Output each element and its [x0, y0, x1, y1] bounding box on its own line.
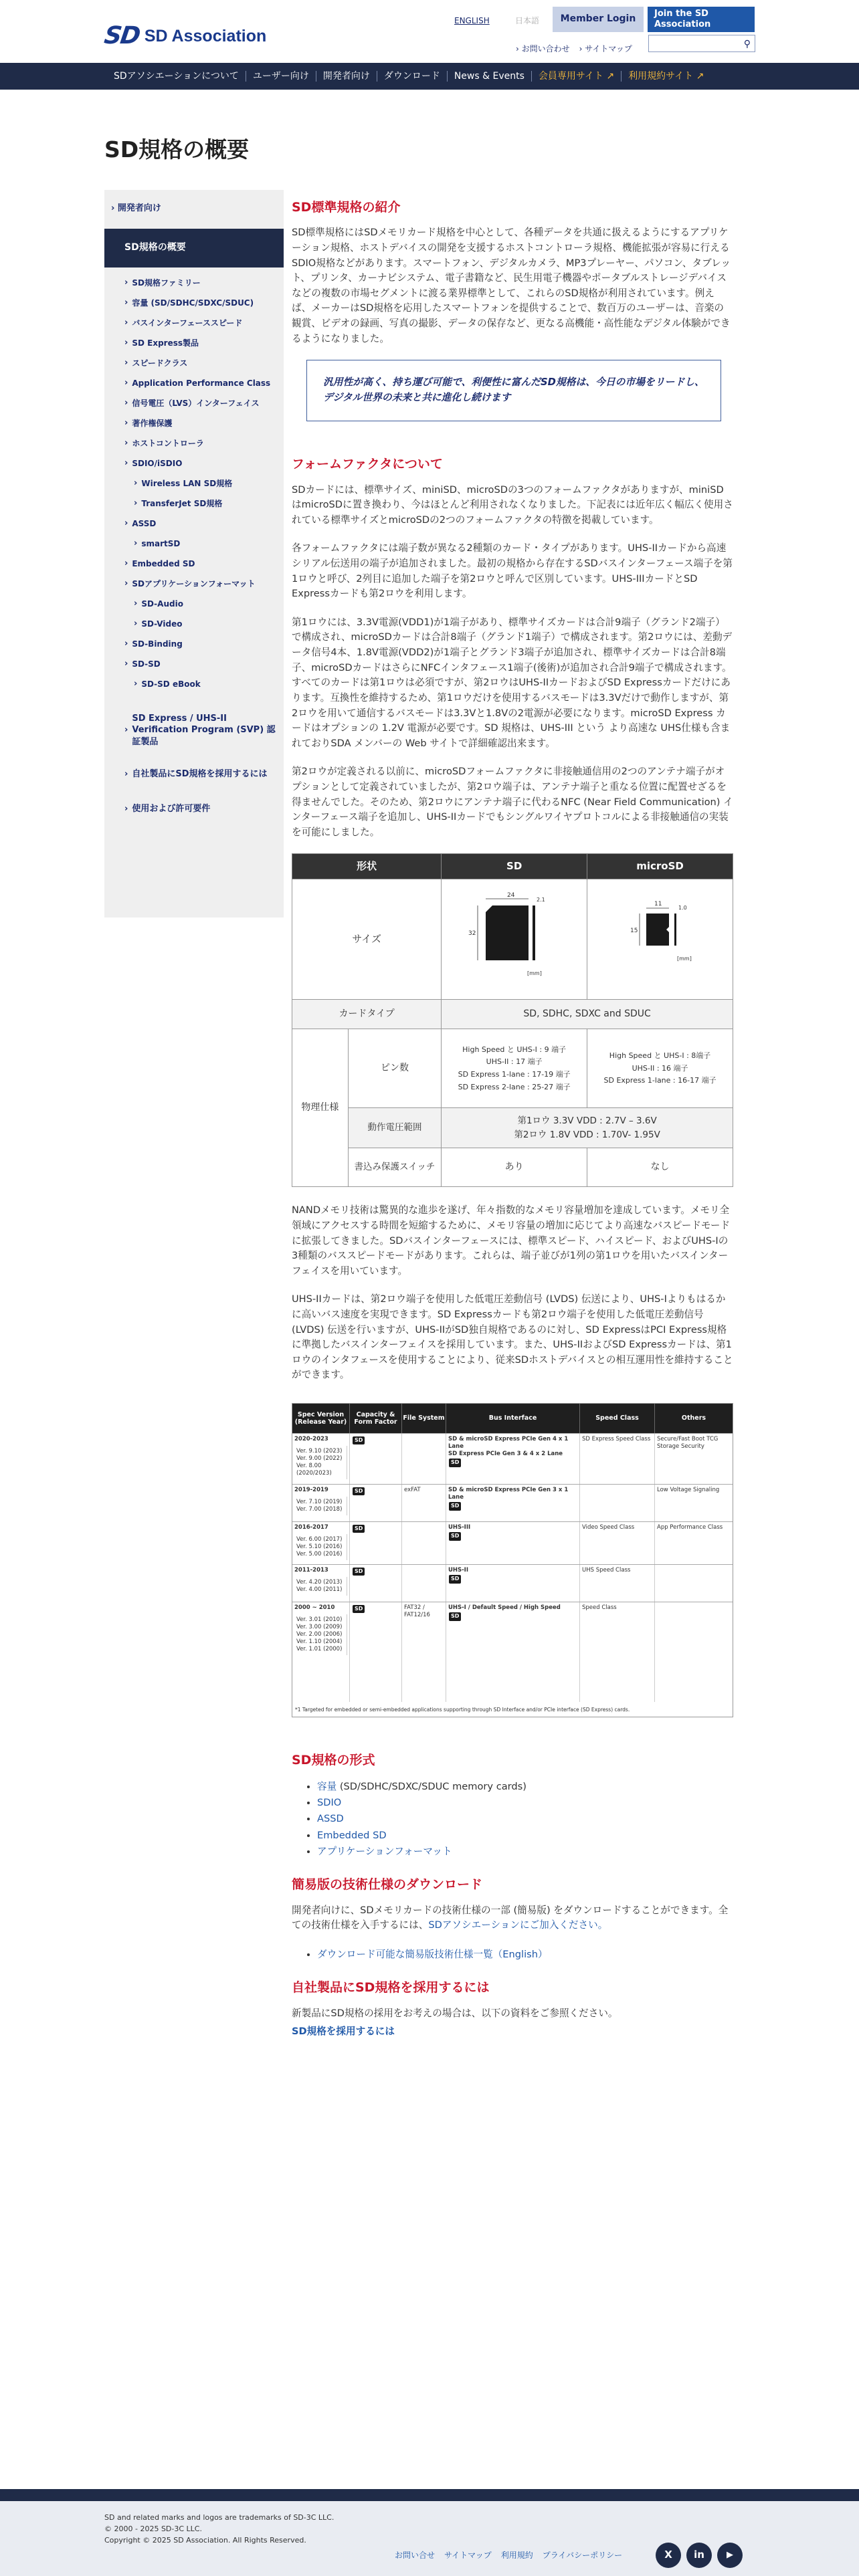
footer-links — [395, 2549, 622, 2562]
download-text: 開発者向けに、SDメモリカードの技術仕様の一部 (簡易版) をダウンロードすることができます。全ての技術仕様を入手するには、 — [292, 1904, 729, 1931]
sd-pins-line: High Speed と UHS-I : 9 端子 — [462, 1045, 567, 1054]
matrix-speed: Speed Class — [582, 1604, 617, 1612]
main-nav — [0, 63, 859, 90]
member-login-button[interactable]: Member Login — [553, 7, 644, 32]
matrix-filesystem: FAT32 / FAT12/16 — [404, 1604, 430, 1619]
micro-unit-label: [mm] — [676, 956, 692, 962]
embedded-sd-link[interactable]: Embedded SD — [317, 1829, 387, 1841]
micro-width-label: 11 — [654, 901, 662, 908]
youtube-social-icon[interactable]: ▶ — [717, 2543, 743, 2568]
matrix-others: App Performance Class — [657, 1524, 723, 1531]
sd-logo-mark: SD — [353, 1487, 365, 1495]
sidebar-item[interactable]: › Wireless LAN SD規格 — [104, 473, 284, 494]
write-protect-micro: なし — [587, 1148, 733, 1187]
sidebar-item[interactable]: › バスインターフェーススピード — [104, 313, 284, 333]
matrix-cell — [292, 1565, 350, 1602]
logo-mark: SD — [102, 22, 141, 49]
matrix-cell — [402, 1565, 446, 1602]
intro-paragraph: SD標準規格にはSDメモリカード規格を中心として、各種データを共通に扱えるようにするアプリケーション規格、ホストデバイスの開発を支援するホストコントローラ規格、機能拡張が容易に行えるSDIO規格などがあります。スマートフォン、デジタルカメラ、MP3プレーヤー、パソコン、タブレット、プリンタ、カーナビシステム、電子書籍など、民生用電子機器やポータブルストレージデバイスなどの複数の市場セグメントに渡る業界標準として、これらのSD規格が利用されています。例えば、メーカーはSD規格を応用したスマートフォンを提供することで、数百万のユーザーは、音楽の観賞、ビデオの録画、写真の撮影、データの保存など、更なる高機能・高性能なデジタル体験ができるようになりました。 — [292, 227, 731, 344]
table-header-sd: SD — [442, 854, 587, 879]
footer-legal — [104, 2512, 334, 2546]
matrix-era: 2016-2017 — [294, 1524, 328, 1531]
matrix-versions: Ver. 6.00 (2017) Ver. 5.10 (2016) Ver. 5.00 (2016) — [294, 1534, 347, 1560]
sd-card-drawing — [451, 887, 578, 987]
matrix-cell — [580, 1565, 655, 1602]
sd-card-diagram — [442, 879, 587, 1000]
voltage-line: 第1ロウ 3.3V VDD : 2.7V – 3.6V — [517, 1115, 657, 1126]
sd-logo-mark: SD — [353, 1525, 365, 1533]
table-header-type: 形状 — [292, 854, 442, 879]
microsd-card-diagram — [587, 879, 733, 1000]
section-title-form-factor: フォームファクタについて — [292, 457, 443, 472]
sidebar-item[interactable]: › ホストコントローラ — [104, 433, 284, 453]
matrix-era: 2020-2023 — [294, 1436, 328, 1443]
list-item — [317, 1947, 733, 1962]
nav-users[interactable]: ユーザー向け — [246, 71, 316, 82]
sd-pins-line: SD Express 1-lane : 17-19 端子 — [458, 1069, 571, 1079]
micro-height-label: 15 — [630, 928, 638, 935]
sidebar-item[interactable]: › smartSD — [104, 534, 284, 554]
matrix-bus: SD & microSD Express PCIe Gen 4 x 1 Lane SD Express PCIe Gen 3 & 4 x 2 Lane — [448, 1436, 569, 1458]
matrix-speed: SD Express Speed Class — [582, 1436, 651, 1443]
sidebar-item[interactable]: › SDIO/iSDIO — [104, 453, 284, 473]
physical-spec-label: 物理仕様 — [292, 1029, 349, 1187]
matrix-row — [292, 1433, 733, 1484]
form-factor-paragraph-3: 第1ロウには、3.3V電源(VDD1)が1端子があり、標準サイズカードは合計9端子（グランド2端子）で構成され、microSDカードは合計8端子（グランド1端子）で構成されます。第2ロウには、差動データ信号4本、1.8V電源(VDD2)が1端子とグランド3端子が追加され、標準サイズカードは合計8端子、microSDカードはさらにNFCインタフェース1端子(後術)が追加され合計9端子で構成されます。すべてのカードは第1ロウは必須ですが、第2ロウはUHS-IIカードおよびSD Expressカードだけにあります。互換性を維持するため、第1ロウだけを使用するバスモードは3.3Vだけで動作しますが、第2ロウを用いて通信するバスモードは3.3Vと1.8Vの2電源が必要になります。microSD Express カードはオプションの 1.2V 電源が必要です。SD 規格は、UHS-III という より高速な UHS仕様も含まれておりSDA メンバーの Web サイトで詳細確認出来ます。 — [292, 616, 733, 749]
matrix-bus: SD & microSD Express PCIe Gen 3 x 1 Lane — [448, 1487, 569, 1501]
page-title: SD規格の概要 — [104, 136, 250, 163]
bus-logo-mark: SD — [449, 1575, 461, 1583]
micro-pins-line: UHS-II : 16 端子 — [632, 1063, 688, 1073]
bus-logo-mark: SD — [449, 1459, 461, 1467]
matrix-versions: Ver. 4.20 (2013) Ver. 4.00 (2011) — [294, 1577, 347, 1596]
matrix-row — [292, 1484, 733, 1521]
matrix-cell — [446, 1434, 580, 1484]
matrix-header-filesystem: File System — [402, 1404, 446, 1433]
sd-pins-line: SD Express 2-lane : 25-27 端子 — [458, 1082, 571, 1091]
adopt-link[interactable]: SD規格を採用するには — [292, 2026, 395, 2038]
site-header — [0, 0, 859, 63]
voltage-line: 第2ロウ 1.8V VDD : 1.70V- 1.95V — [514, 1129, 660, 1140]
sd-logo-mark: SD — [353, 1605, 365, 1613]
matrix-cell — [292, 1434, 350, 1484]
voltage-label: 動作電圧範囲 — [348, 1108, 441, 1148]
sidebar-item[interactable]: › Application Performance Class — [104, 373, 284, 393]
section-title-intro: SD標準規格の紹介 — [292, 200, 401, 215]
voltage-value-cell — [442, 1108, 733, 1148]
matrix-cell — [580, 1522, 655, 1564]
matrix-versions: Ver. 9.10 (2023) Ver. 9.00 (2022) Ver. 8.00 (2020/2023) — [294, 1446, 347, 1479]
matrix-cell — [580, 1434, 655, 1484]
matrix-bus: UHS-III — [448, 1524, 471, 1531]
simplified-spec-link[interactable]: ダウンロード可能な簡易版技術仕様一覧（English） — [317, 1948, 548, 1960]
join-button[interactable]: Join the SD Association — [648, 7, 755, 32]
bus-logo-mark: SD — [449, 1612, 461, 1620]
search-icon[interactable]: ⚲ — [743, 39, 751, 49]
matrix-era: 2000 ~ 2010 — [294, 1604, 335, 1612]
nand-paragraph: NANDメモリ技術は驚異的な進歩を遂げ、年々指数的なメモリ容量増加を達成しています。メモリ全領域にアクセスする時間を短縮するために、メモリ容量の増加に応じてより高速なバスピードモードに拡張してきました。SDバスインターフェースには、標準スピード、ハイスピード、およびUHS-Iの3種類のバススピードモードがあります。これらは、端子並びが1列の第1ロウを用いたバスインターフェイスを用いています。 — [292, 1204, 731, 1277]
matrix-era: 2019-2019 — [294, 1487, 328, 1494]
main-content — [292, 190, 733, 2040]
sidebar-item[interactable]: › SD-SD — [104, 654, 284, 674]
chevron-right-icon: › — [111, 203, 118, 213]
utility-links — [516, 43, 632, 56]
matrix-cell — [655, 1434, 733, 1484]
nav-developers[interactable]: 開発者向け — [316, 71, 377, 82]
table-header-microsd: microSD — [587, 854, 733, 879]
sd-logo-mark: SD — [353, 1436, 365, 1444]
matrix-row — [292, 1521, 733, 1564]
matrix-cell — [655, 1565, 733, 1602]
matrix-speed: UHS Speed Class — [582, 1567, 631, 1574]
sidebar-item-adopt[interactable]: › 自社製品にSD規格を採用するには — [104, 761, 284, 788]
matrix-row — [292, 1564, 733, 1602]
form-factor-table — [292, 853, 733, 1187]
callout-box: 汎用性が高く、持ち運び可能で、利便性に富んだSD規格は、今日の市場をリードし、デジタル世界の未来と共に進化し続けます — [306, 360, 721, 421]
download-list — [317, 1947, 733, 1962]
sd-unit-label: [mm] — [527, 970, 542, 977]
sidebar-item[interactable]: › SD-Video — [104, 614, 284, 634]
search-input[interactable] — [648, 35, 755, 52]
uhs-ii-paragraph: UHS-IIカードは、第2ロウ端子を使用した低電圧差動信号 (LVDS) 伝送により、UHS-Iよりもはるかに高いバス速度を実現できます。SD Expressカードも第2ロウ端子を使用した低電圧差動信号 (LVDS) 伝送を行いますが、UHS-IIがSD独自規格であるのに対し、SD ExpressはPCI Express規格に準拠したバスインターフェイスを採用しています。また、UHS-IIおよびSD Expressカードは、第1ロウのインタフェースを使用することにより、従来SDホストデバイスとの相互運用性を維持することができます。 — [292, 1293, 733, 1381]
form-factor-paragraph-1: SDカードには、標準サイズ、miniSD、microSDの3つのフォームファクタがありますが、miniSDはmicroSDに置き換わり、今はほとんど利用されなくなりました。下記表には近年広く幅広く使用されている標準サイズとmicroSDの2つのフォームファクタの特徴を掲載しています。 — [292, 484, 733, 526]
matrix-cell — [446, 1602, 580, 1702]
sidebar-item-terms[interactable]: › 使用および許可要件 — [104, 797, 284, 821]
form-factor-paragraph-2: 各フォームファクタには端子数が異なる2種類のカード・タイプがあります。UHS-IIカードから高速シリアル伝送用の端子が追加されました。最初の規格から存在するSDバスインターフェース端子を第1ロウと呼び、2列目に追加した端子を第2ロウと呼んで区別しています。UHS-IIIカードとSD Expressカードも第2ロウを利用します。 — [292, 542, 733, 600]
sidebar-item-developers[interactable] — [104, 190, 284, 227]
contact-link[interactable]: › お問い合わせ — [516, 44, 570, 53]
matrix-others: Secure/Fast Boot TCG Storage Security — [657, 1436, 719, 1451]
sidebar — [104, 190, 284, 918]
matrix-cell — [402, 1434, 446, 1484]
matrix-row — [292, 1602, 733, 1702]
matrix-header-row — [292, 1404, 733, 1433]
micro-pins-line: High Speed と UHS-I : 8端子 — [609, 1051, 711, 1060]
matrix-cell — [446, 1522, 580, 1564]
list-item — [317, 1779, 733, 1794]
sidebar-item-active[interactable]: SD規格の概要 — [104, 229, 284, 267]
card-type-value: SD, SDHC, SDXC and SDUC — [442, 1000, 733, 1029]
capacity-link[interactable]: 容量 — [317, 1780, 337, 1792]
matrix-cell — [655, 1522, 733, 1564]
sd-height-label: 32 — [468, 930, 476, 938]
list-item-suffix: (SD/SDHC/SDXC/SDUC memory cards) — [337, 1780, 527, 1792]
matrix-speed: Video Speed Class — [582, 1524, 635, 1531]
matrix-versions: Ver. 7.10 (2019) Ver. 7.00 (2018) — [294, 1497, 347, 1515]
pins-label: ピン数 — [348, 1029, 441, 1108]
matrix-bus: UHS-II — [448, 1567, 468, 1574]
download-paragraph — [292, 1903, 733, 1933]
sitemap-link[interactable]: › サイトマップ — [579, 44, 632, 53]
assd-link[interactable]: ASSD — [317, 1813, 344, 1825]
matrix-cell — [580, 1485, 655, 1521]
matrix-cell — [350, 1485, 402, 1521]
spec-evolution-matrix — [292, 1403, 733, 1717]
sidebar-item[interactable]: › 著作権保護 — [104, 413, 284, 433]
sidebar-item[interactable]: › 信号電圧（LVS）インターフェイス — [104, 393, 284, 413]
matrix-cell — [402, 1485, 446, 1521]
sidebar-item[interactable]: › SD-SD eBook — [104, 674, 284, 694]
matrix-header-version: Spec Version (Release Year) — [292, 1404, 350, 1433]
matrix-footnote: *1 Targeted for embedded or semi-embedded applications supporting through SD Interface and/or PCIe interface (SD Express) cards. — [295, 1707, 630, 1713]
sidebar-item[interactable]: › 容量 (SD/SDHC/SDXC/SDUC) — [104, 293, 284, 313]
nav-news[interactable]: News & Events — [448, 71, 532, 82]
sidebar-item[interactable]: › SD Express製品 — [104, 333, 284, 353]
matrix-cell — [350, 1434, 402, 1484]
matrix-cell — [655, 1602, 733, 1702]
matrix-header-bus: Bus Interface — [446, 1404, 580, 1433]
logo-text: SD Association — [144, 26, 267, 45]
write-protect-sd: あり — [442, 1148, 587, 1187]
matrix-cell — [580, 1602, 655, 1702]
footer-copyright-sda: Copyright © 2025 SD Association. All Rights Reserved. — [104, 2536, 306, 2545]
sidebar-item[interactable]: › SDアプリケーションフォーマット — [104, 574, 284, 594]
matrix-cell — [446, 1485, 580, 1521]
matrix-header-capacity: Capacity & Form Factor — [350, 1404, 402, 1433]
section-title-adopt: 自社製品にSD規格を採用するには — [292, 1980, 490, 1996]
matrix-cell — [350, 1602, 402, 1702]
write-protect-label: 書込み保護スイッチ — [348, 1148, 441, 1187]
sidebar-item[interactable]: › SD規格ファミリー — [104, 273, 284, 293]
list-item — [317, 1811, 733, 1826]
sdio-link[interactable]: SDIO — [317, 1796, 342, 1808]
list-item — [317, 1828, 733, 1843]
sidebar-item[interactable]: › Embedded SD — [104, 554, 284, 574]
site-footer — [0, 2489, 859, 2576]
x-social-icon[interactable]: X — [656, 2543, 681, 2568]
micro-thickness-label: 1.0 — [678, 905, 687, 911]
adopt-paragraph: 新製品にSD規格の採用をお考えの場合は、以下の資料をご参照ください。 — [292, 2007, 618, 2019]
micro-pins-cell — [587, 1029, 733, 1108]
bus-logo-mark: SD — [449, 1532, 461, 1540]
sd-pins-cell — [442, 1029, 587, 1108]
sd-thickness-label: 2.1 — [536, 897, 545, 903]
matrix-cell — [446, 1565, 580, 1602]
footer-sitemap-link[interactable]: サイトマップ — [444, 2551, 492, 2560]
matrix-cell — [350, 1522, 402, 1564]
sidebar-item[interactable]: › SD-Audio — [104, 594, 284, 614]
matrix-others: Low Voltage Signaling — [657, 1487, 720, 1494]
matrix-versions: Ver. 3.01 (2010) Ver. 3.00 (2009) Ver. 2.00 (2006) Ver. 1.10 (2004) Ver. 1.01 (2000) — [294, 1614, 347, 1655]
matrix-cell — [292, 1522, 350, 1564]
matrix-filesystem: exFAT — [404, 1487, 421, 1494]
app-format-link[interactable]: アプリケーションフォーマット — [317, 1845, 452, 1857]
list-item — [317, 1795, 733, 1810]
nav-download[interactable]: ダウンロード — [377, 71, 448, 82]
matrix-cell — [292, 1485, 350, 1521]
format-list — [317, 1779, 733, 1860]
card-type-label: カードタイプ — [292, 1000, 442, 1029]
matrix-cell — [402, 1522, 446, 1564]
sidebar-item-express[interactable]: › SD Express / UHS-II Verification Program (SVP) 認証製品 — [104, 709, 284, 752]
lang-english-link[interactable]: ENGLISH — [454, 16, 490, 25]
footer-contact-link[interactable]: お問い合せ — [395, 2551, 436, 2560]
section-title-download: 簡易版の技術仕様のダウンロード — [292, 1877, 483, 1893]
matrix-era: 2011-2013 — [294, 1567, 328, 1574]
bus-logo-mark: SD — [449, 1502, 461, 1510]
nav-about[interactable]: SDアソシエーションについて — [107, 71, 246, 82]
lang-japanese-link[interactable]: 日本語 — [515, 16, 540, 25]
matrix-cell — [292, 1602, 350, 1702]
nav-terms-site[interactable]: 利用規約サイト ↗ — [628, 71, 704, 82]
sidebar-item[interactable]: › ASSD — [104, 514, 284, 534]
join-sda-link[interactable]: SDアソシエーションにご加入ください。 — [428, 1919, 608, 1931]
matrix-cell — [350, 1565, 402, 1602]
footer-privacy-link[interactable]: プライバシーポリシー — [542, 2551, 623, 2560]
matrix-cell — [655, 1485, 733, 1521]
micro-pins-line: SD Express 1-lane : 16-17 端子 — [603, 1076, 717, 1085]
sd-association-logo[interactable] — [104, 17, 266, 55]
list-item — [317, 1844, 733, 1859]
sidebar-item[interactable]: › TransferJet SD規格 — [104, 494, 284, 514]
footer-terms-link[interactable]: 利用規約 — [500, 2551, 533, 2560]
form-factor-paragraph-4: 第2ロウが定義される以前に、microSDフォームファクタに非接触通信用の2つのアンテナ端子がオプションとして定義されていましたが、第2ロウ端子は、アンテナ端子と重なる位置に配置せざるを得ませんでした。そのため、第2ロウにアンテナ端子に代わるNFC (Near Field Communication) インターフェース端子を追加し、UHS-IIカードでもシングルワイヤプロトコルによる非接触通信の実装を可能にしました。 — [292, 766, 733, 838]
sd-width-label: 24 — [506, 892, 515, 899]
microsd-card-drawing — [597, 887, 724, 987]
sd-logo-mark: SD — [353, 1568, 365, 1576]
matrix-cell — [402, 1602, 446, 1702]
section-title-formats: SD規格の形式 — [292, 1753, 375, 1768]
linkedin-social-icon[interactable]: in — [686, 2543, 712, 2568]
footer-trademark: SD and related marks and logos are trademarks of SD-3C LLC. — [104, 2513, 335, 2522]
sidebar-item[interactable]: › スピードクラス — [104, 353, 284, 373]
footer-copyright-3c: © 2000 - 2025 SD-3C LLC. — [104, 2525, 202, 2534]
sidebar-item-label: 開発者向け — [117, 203, 161, 213]
matrix-header-others: Others — [681, 1414, 706, 1422]
matrix-bus: UHS-I / Default Speed / High Speed — [448, 1604, 561, 1612]
matrix-header-speed: Speed Class — [580, 1404, 655, 1433]
size-label: サイズ — [292, 879, 442, 1000]
sidebar-item[interactable]: › SD-Binding — [104, 634, 284, 654]
sd-pins-line: UHS-II : 17 端子 — [486, 1057, 543, 1067]
nav-member-site[interactable]: 会員専用サイト ↗ — [532, 71, 622, 82]
